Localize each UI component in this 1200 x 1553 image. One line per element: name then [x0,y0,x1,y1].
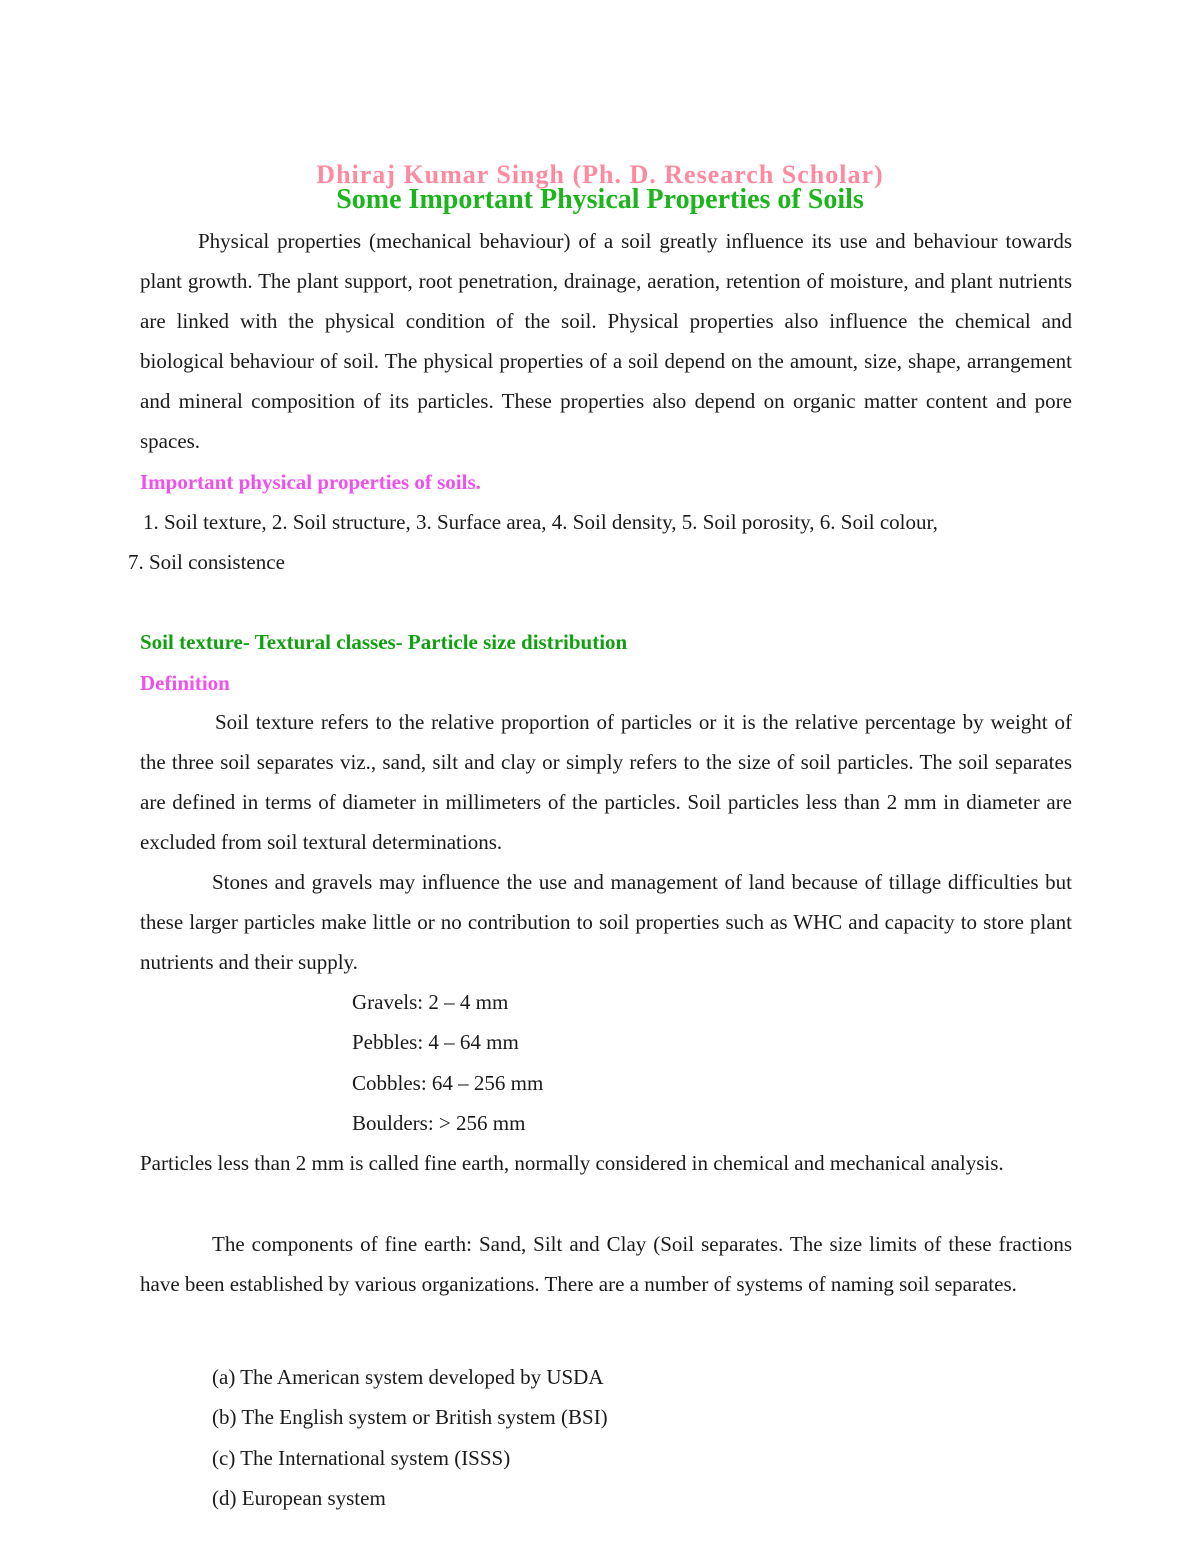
definition-heading: Definition [140,671,230,695]
stones-paragraph: Stones and gravels may influence the use and management of land because of tillage difficulties but these larger particles make little or no contribution to soil properties such as WHC and capacity to store plant nutrients and their supply. [140,870,1072,974]
page-title: Some Important Physical Properties of Soils [336,184,864,215]
fine-earth-paragraph: Particles less than 2 mm is called fine earth, normally considered in chemical and mechanical analysis. [140,1151,1004,1175]
system-item-isss: (c) The International system (ISSS) [212,1445,511,1470]
size-item-pebbles: Pebbles: 4 – 64 mm [352,1030,519,1055]
components-paragraph: The components of fine earth: Sand, Silt and Clay (Soil separates. The size limits of these fractions have been established by various organizations. There are a number of systems of naming soil separates. [140,1232,1072,1296]
page-header-partial [0,160,1200,189]
size-item-cobbles: Cobbles: 64 – 256 mm [352,1070,544,1095]
properties-list-line-1: 1. Soil texture, 2. Soil structure, 3. Surface area, 4. Soil density, 5. Soil porosity, 6. Soil colour, [143,510,938,534]
definition-paragraph: Soil texture refers to the relative proportion of particles or it is the relative percentage by weight of the three soil separates viz., sand, silt and clay or simply refers to the size of soil particles. The soil separates are defined in terms of diameter in millimeters of the particles. Soil particles less than 2 mm in diameter are excluded from soil textural determinations. [140,710,1072,854]
properties-heading: Important physical properties of soils. [140,470,481,494]
size-item-boulders: Boulders: > 256 mm [352,1110,526,1135]
system-item-european: (d) European system [212,1485,386,1510]
intro-paragraph: Physical properties (mechanical behaviour) of a soil greatly influence its use and behaviour towards plant growth. The plant support, root penetration, drainage, aeration, retention of moisture, and plant nutrients are linked with the physical condition of the soil. Physical properties also influence the chemical and biological behaviour of soil. The physical properties of a soil depend on the amount, size, shape, arrangement and mineral composition of its particles. These properties also depend on organic matter content and pore spaces. [140,229,1072,453]
particle-size-list [352,982,543,1143]
properties-list-line-2: 7. Soil consistence [128,550,285,574]
naming-systems-list [212,1357,608,1518]
system-item-bsi: (b) The English system or British system (BSI) [212,1405,608,1430]
texture-heading: Soil texture- Textural classes- Particle size distribution [140,630,628,654]
system-item-usda: (a) The American system developed by USDA [212,1365,604,1389]
header-text: Dhiraj Kumar Singh (Ph. D. Research Scholar) [316,160,884,189]
size-item-gravels: Gravels: 2 – 4 mm [352,990,509,1014]
